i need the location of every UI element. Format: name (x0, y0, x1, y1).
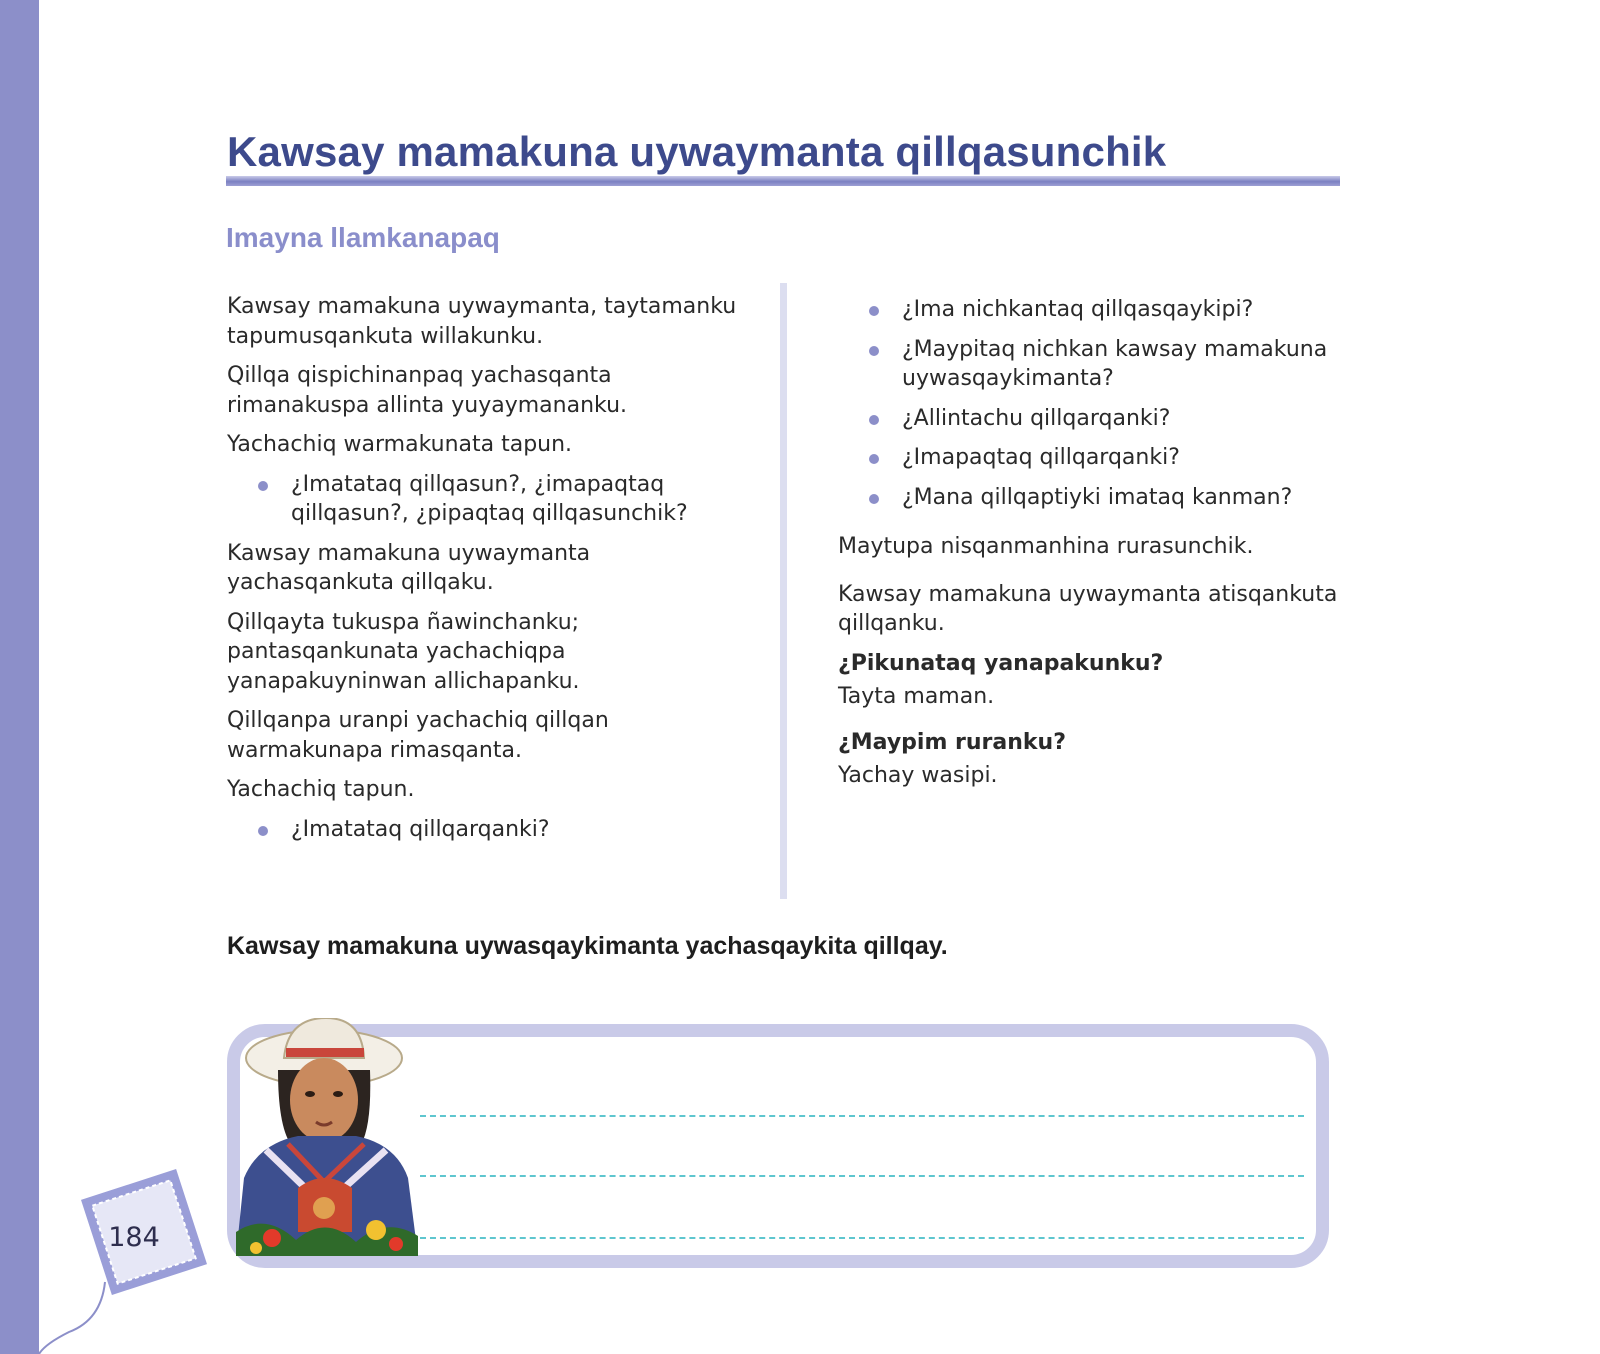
list-item (838, 404, 1358, 434)
paragraph: Yachachiq warmakunata tapun. (227, 432, 573, 457)
list-item-text: ¿Maypitaq nichkan kawsay mamakuna uywasqaykimanta? (902, 336, 1328, 391)
right-column (838, 295, 1358, 807)
column-divider (780, 283, 787, 899)
question-list (227, 815, 757, 845)
writing-line[interactable] (420, 1175, 1304, 1177)
paragraph: Qillqayta tukuspa ñawinchanku; pantasqankunata yachachiqpa yanapakuyninwan allichapanku. (227, 609, 580, 694)
paragraph: Kawsay mamakuna uywaymanta, taytamanku tapumusqankuta willakunku. (227, 294, 737, 349)
paragraph: Maytupa nisqanmanhina rurasunchik. (838, 534, 1254, 559)
girl-illustration (236, 1018, 426, 1256)
list-item-text: ¿Imatataq qillqarqanki? (291, 816, 550, 842)
bullet-dot-icon (869, 306, 879, 316)
bullet-dot-icon (869, 494, 879, 504)
section-subtitle: Imayna llamkanapaq (226, 222, 500, 253)
page-title: Kawsay mamakuna uywaymanta qillqasunchik (227, 128, 1167, 175)
answer-text: Tayta maman. (838, 684, 995, 709)
paragraph: Yachachiq tapun. (227, 777, 415, 802)
left-column (227, 292, 757, 854)
list-item-text: ¿Imapaqtaq qillqarqanki? (902, 445, 1180, 470)
list-item (227, 470, 757, 529)
bullet-dot-icon (869, 346, 879, 356)
writing-line[interactable] (420, 1237, 1304, 1239)
paragraph: Kawsay mamakuna uywaymanta atisqankuta qillqanku. (838, 581, 1338, 636)
title-underline (226, 176, 1340, 186)
paragraph: Kawsay mamakuna uywaymanta yachasqankuta qillqaku. (227, 540, 591, 595)
kite-string-decoration (39, 1280, 119, 1354)
list-item-text: ¿Mana qillqaptiyki imataq kanman? (902, 484, 1293, 510)
bullet-dot-icon (869, 415, 879, 425)
list-item (838, 483, 1358, 513)
question-heading: ¿Pikunataq yanapakunku? (838, 650, 1164, 676)
list-item (838, 443, 1358, 473)
bullet-dot-icon (869, 454, 879, 464)
list-item-text: ¿Imatataq qillqasun?, ¿imapaqtaq qillqasun?, ¿pipaqtaq qillqasunchik? (291, 471, 688, 526)
left-margin-band (0, 0, 39, 1354)
paragraph: Qillqanpa uranpi yachachiq qillqan warmakunapa rimasqanta. (227, 708, 609, 763)
question-heading: ¿Maypim ruranku? (838, 729, 1066, 755)
bullet-dot-icon (258, 481, 268, 491)
question-list (227, 470, 757, 529)
question-list (838, 295, 1358, 512)
page-number: 184 (108, 1222, 160, 1253)
list-item-text: ¿Ima nichkantaq qillqasqaykipi? (902, 297, 1254, 322)
bullet-dot-icon (258, 826, 268, 836)
paragraph: Qillqa qispichinanpaq yachasqanta rimanakuspa allinta yuyaymananku. (227, 363, 628, 418)
writing-line[interactable] (420, 1115, 1304, 1117)
answer-text: Yachay wasipi. (838, 763, 998, 788)
writing-instruction: Kawsay mamakuna uywasqaykimanta yachasqaykita qillqay. (227, 932, 948, 960)
list-item (838, 295, 1358, 325)
list-item (838, 335, 1358, 394)
list-item (227, 815, 757, 845)
list-item-text: ¿Allintachu qillqarqanki? (902, 405, 1171, 431)
